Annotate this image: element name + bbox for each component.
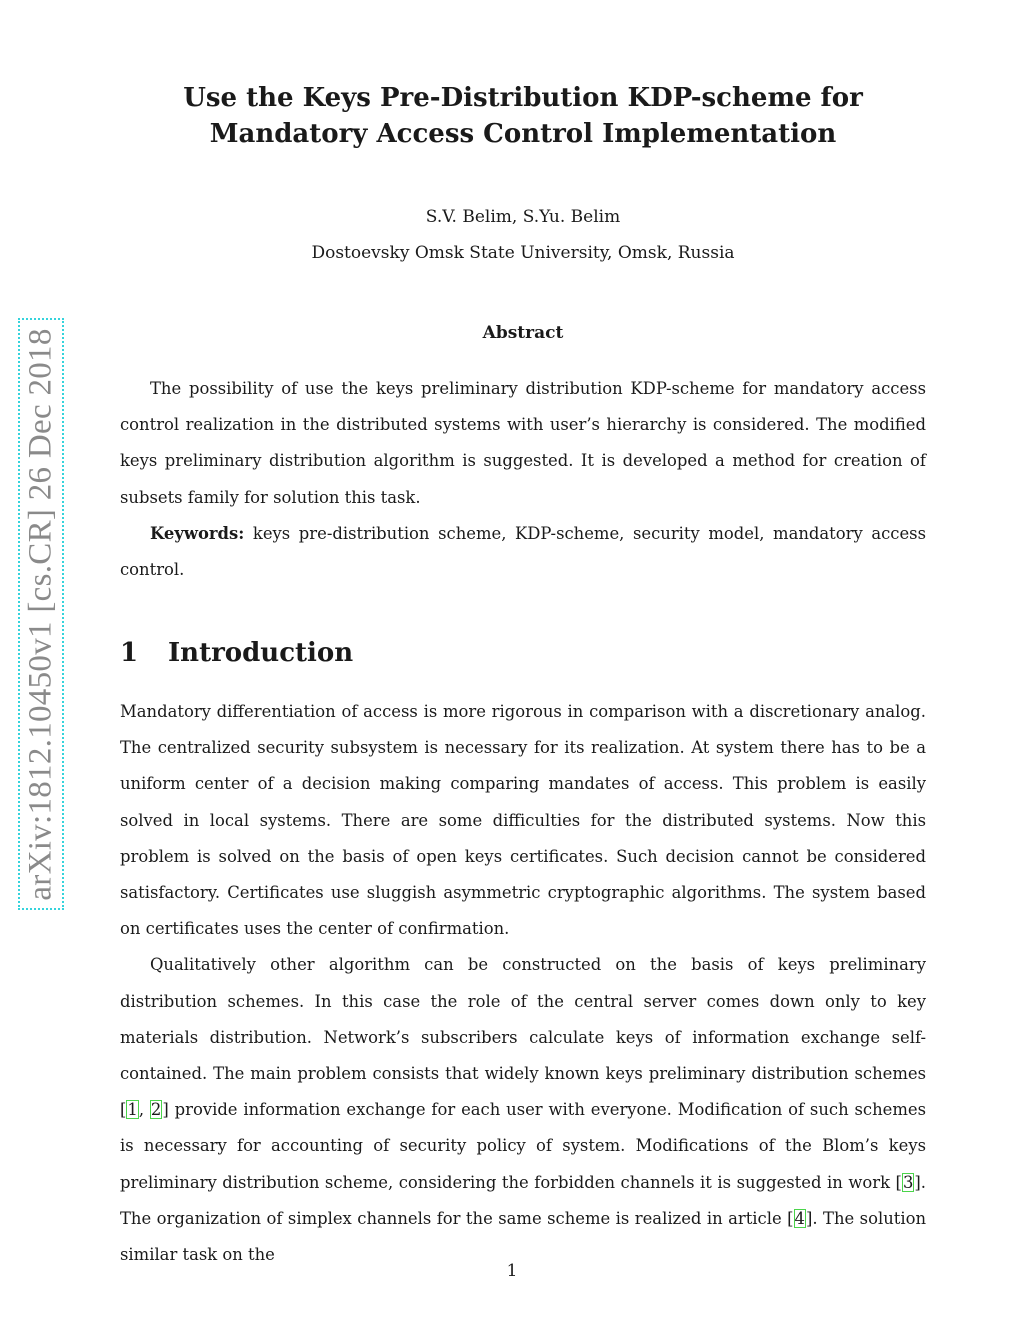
intro-paragraph-1: Mandatory differentiation of access is more rigorous in comparison with a discretionary analog. The centralized security subsystem is necessary for its realization. At system there has to be a uniform center of a decision making comparing mandates of access. This problem is easily solved in local systems. There are some difficulties for the distributed systems. Now this problem is solved on the basis of open keys certificates. Such decision cannot be considered satisfactory. Certificates use sluggish asymmetric cryptographic algorithms. The system based on certificates uses the center of confirmation. (120, 702, 926, 939)
keywords-text: keys pre-distribution scheme, KDP-scheme, security model, mandatory access control. (120, 523, 926, 580)
citation-link-4[interactable]: 4 (794, 1208, 805, 1228)
introduction-body (120, 694, 926, 1273)
citation-separator: , (138, 1100, 150, 1120)
abstract-text: The possibility of use the keys preliminary distribution KDP-scheme for mandatory access control realization in the distributed systems with user’s hierarchy is considered. The modified keys preliminary distribution algorithm is suggested. It is developed a method for creation of subsets family for solution this task. (120, 379, 926, 507)
paper-title (120, 80, 926, 152)
section-heading-introduction (120, 634, 353, 672)
intro-text-segment: Qualitatively other algorithm can be constructed on the basis of keys preliminary distribution schemes. In this case the role of the central server comes down only to key materials distribution. Network’s subscribers calculate keys of information exchange self-contained. The main problem consists that widely known keys preliminary distribution schemes [ (120, 955, 926, 1120)
abstract-heading: Abstract (482, 323, 564, 343)
intro-paragraph-2 (120, 947, 926, 1273)
affiliation: Dostoevsky Omsk State University, Omsk, Russia (311, 243, 735, 263)
arxiv-stamp[interactable] (18, 318, 64, 910)
citation-link-1[interactable]: 1 (127, 1100, 138, 1120)
paper-title-line-1: Use the Keys Pre-Distribution KDP-scheme for (183, 83, 863, 113)
keywords-label: Keywords: (150, 523, 245, 543)
intro-text-segment: ] provide information exchange for each user with everyone. Modification of such schemes is necessary for accounting of security policy of system. Modifications of the Blom’s keys preliminary distribution scheme, considering the forbidden channels it is suggested in work [ (120, 1100, 926, 1192)
paper-title-line-2: Mandatory Access Control Implementation (209, 119, 837, 149)
keywords (120, 516, 926, 588)
arxiv-identifier: arXiv:1812.10450v1 [cs.CR] 26 Dec 2018 (22, 327, 59, 901)
page-number: 1 (506, 1261, 518, 1281)
intro-text-segment: ]. The organization of simplex channels for the same scheme is realized in article [ (120, 1172, 926, 1228)
authors: S.V. Belim, S.Yu. Belim (425, 207, 621, 227)
section-title: Introduction (168, 638, 354, 668)
section-number: 1 (120, 638, 139, 668)
citation-link-3[interactable]: 3 (902, 1172, 914, 1192)
abstract-body (120, 371, 926, 588)
citation-link-2[interactable]: 2 (150, 1100, 162, 1120)
intro-text-segment: ]. The solution similar task on the (120, 1208, 927, 1265)
